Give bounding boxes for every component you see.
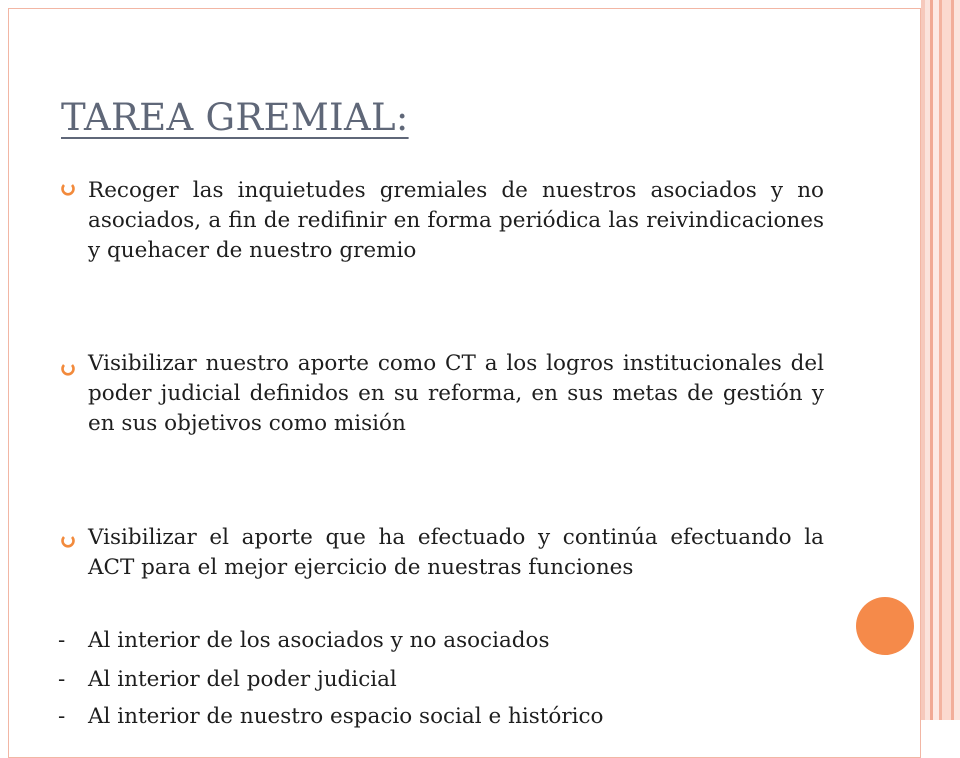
dash-item: Al interior de nuestro espacio social e histórico (88, 704, 604, 729)
ring-bullet-icon (61, 362, 75, 376)
decor-circle (856, 597, 914, 655)
ring-bullet-icon (61, 534, 75, 548)
bullet-text: Visibilizar el aporte que ha efectuado y continúa efectuando la ACT para el mejor ejercicio de nuestras funciones (88, 525, 824, 580)
decor-stripe (942, 0, 951, 720)
dash-item: Al interior de los asociados y no asociados (88, 628, 550, 653)
bullet-text: Visibilizar nuestro aporte como CT a los logros institucionales del poder judicial definidos en su reforma, en sus metas de gestión y en sus objetivos como misión (88, 351, 824, 436)
dash-item: Al interior del poder judicial (88, 667, 397, 692)
ring-bullet-icon (61, 182, 75, 196)
dash-marker: - (58, 704, 66, 729)
dash-marker: - (58, 667, 66, 692)
dash-marker: - (58, 628, 66, 653)
slide-title: TAREA GREMIAL: (61, 96, 409, 139)
bullet-text: Recoger las inquietudes gremiales de nuestros asociados y no asociados, a fin de redifinir en forma periódica las reivindicaciones y quehacer de nuestro gremio (88, 178, 824, 263)
decor-stripe (954, 0, 960, 720)
